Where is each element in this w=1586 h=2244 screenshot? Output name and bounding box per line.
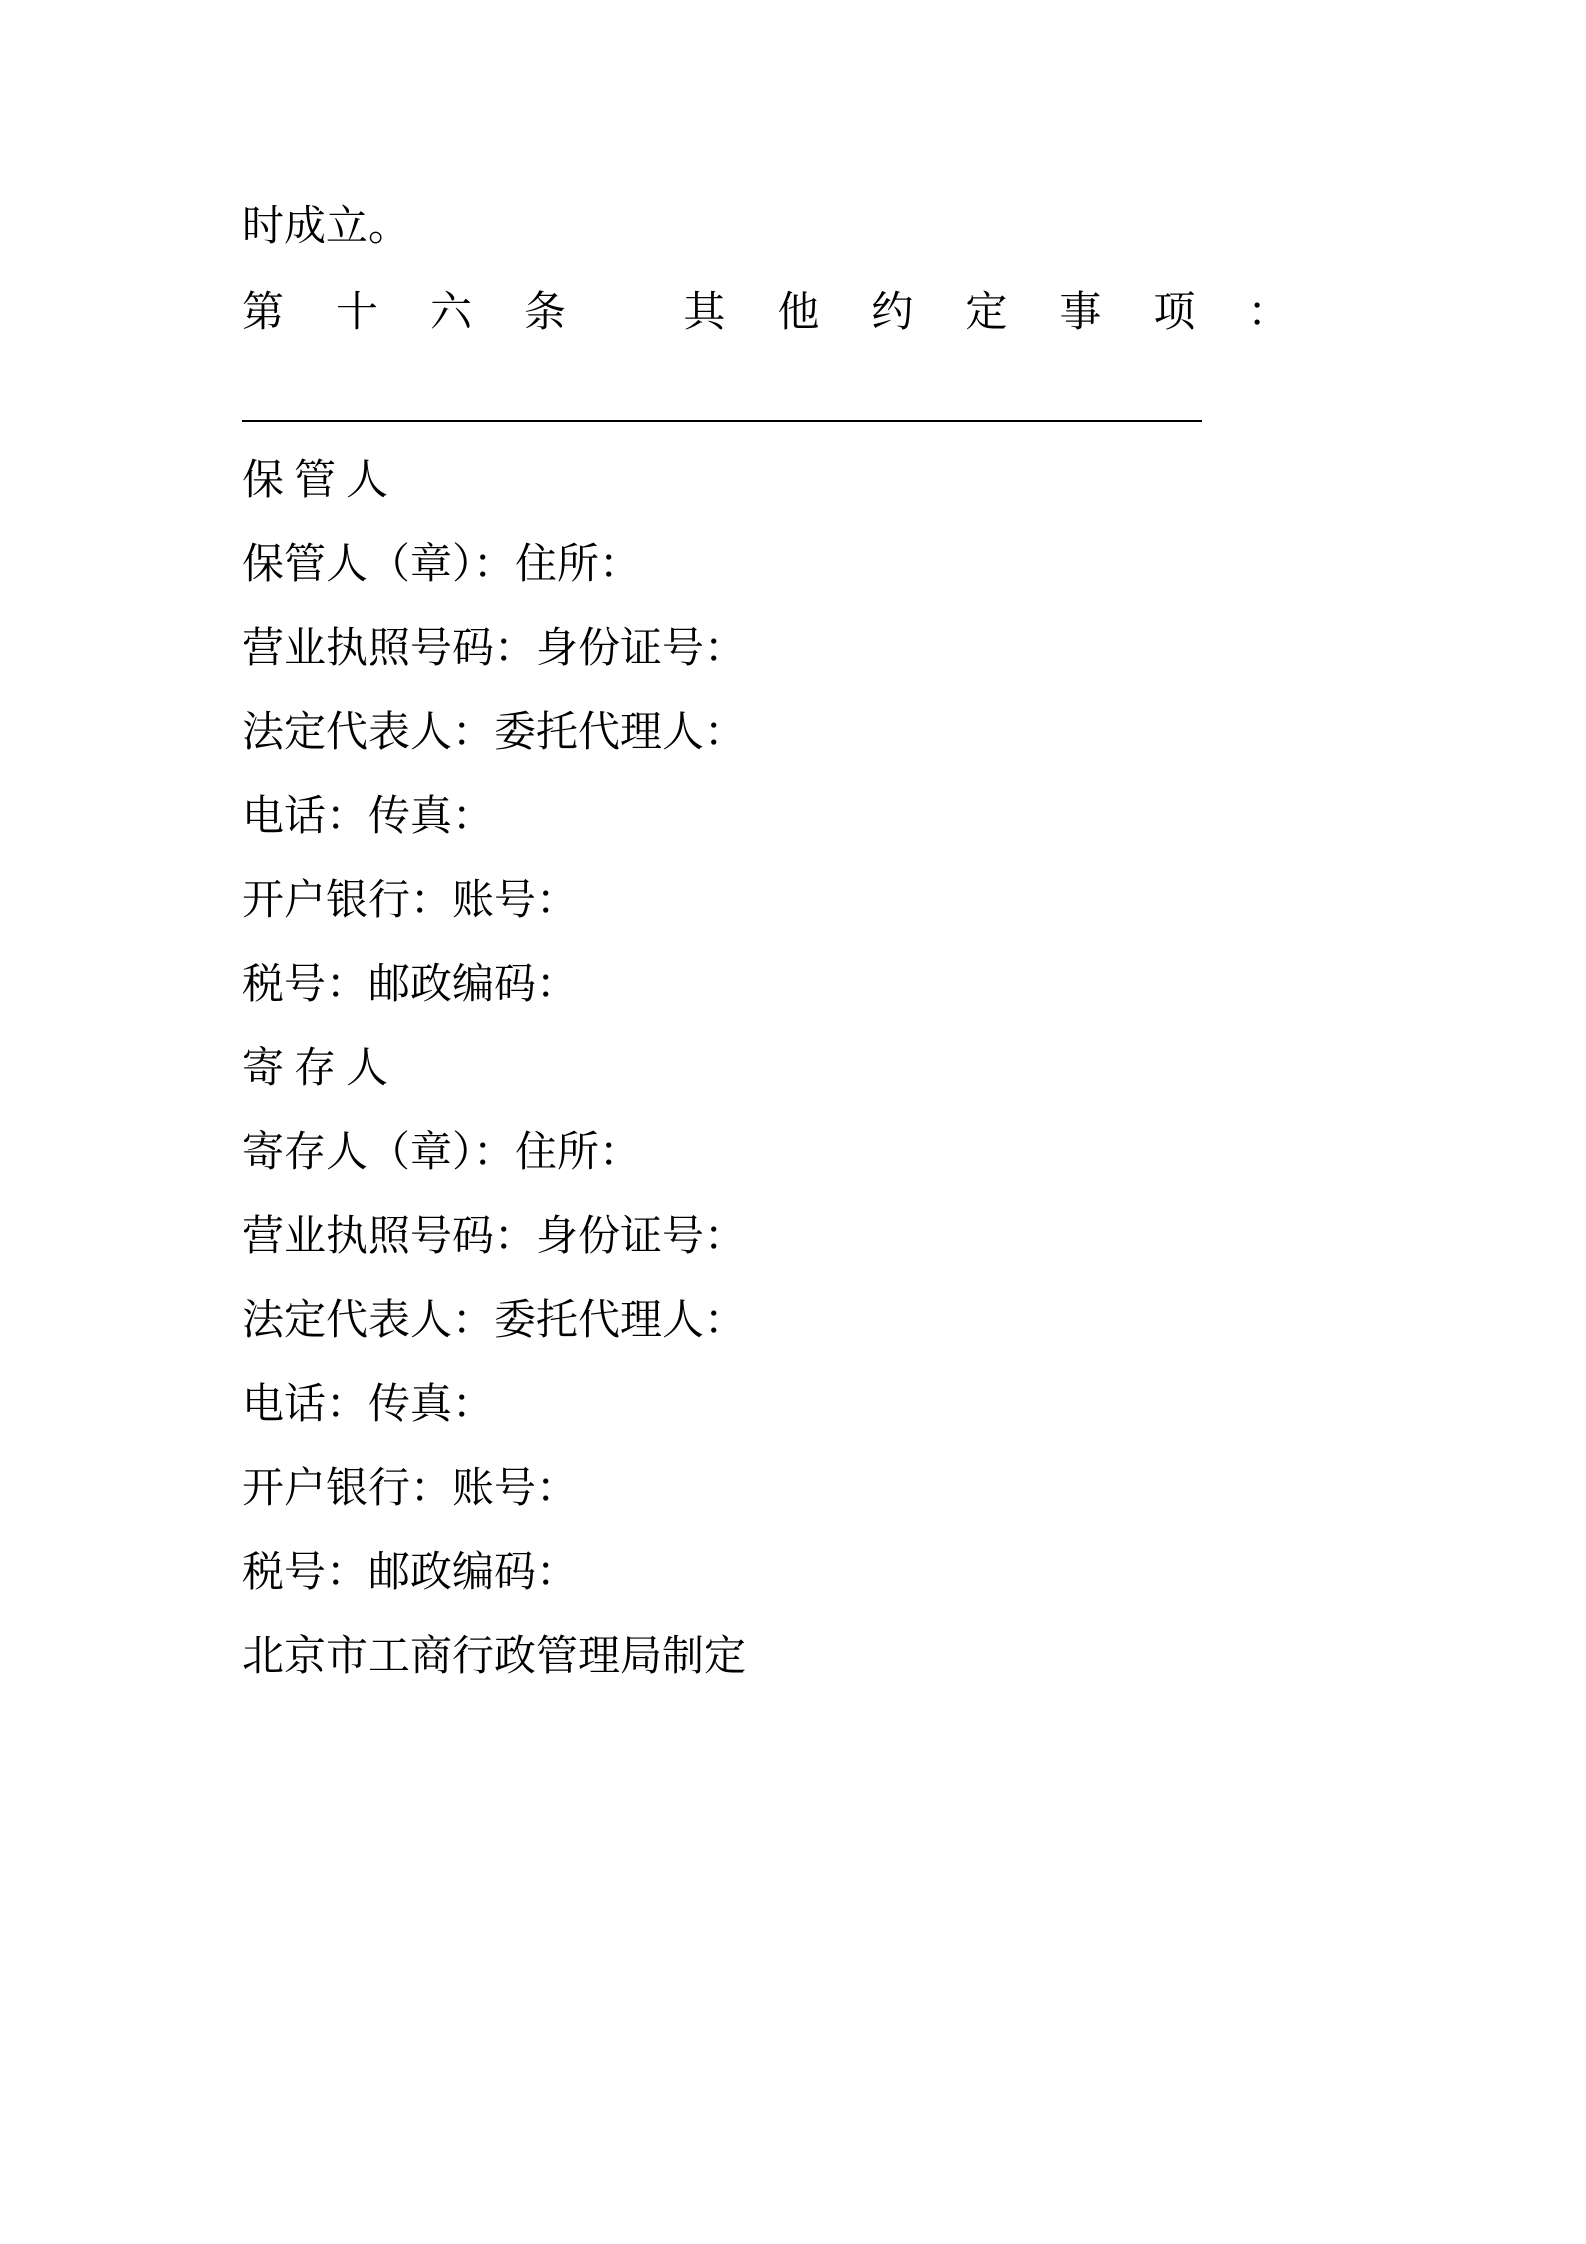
text-line: 法定代表人：委托代理人：: [242, 1295, 747, 1344]
text-line: 寄存人（章）：住所：: [242, 1127, 642, 1176]
text-line: 营业执照号码：身份证号：: [242, 1211, 747, 1260]
text-line: 电话：传真：: [242, 1379, 495, 1428]
section-heading-depositor: 寄存人: [242, 1043, 399, 1092]
text-line: 开户银行：账号：: [242, 1463, 579, 1512]
text-line: 税号：邮政编码：: [242, 1547, 579, 1596]
text-line: 时成立。: [242, 201, 411, 250]
text-line: 电话：传真：: [242, 791, 495, 840]
article-16-heading: 第十六条 其他约定事项：: [242, 287, 1342, 336]
text-line: 保管人（章）：住所：: [242, 539, 642, 588]
issuer-line: 北京市工商行政管理局制定: [242, 1631, 747, 1680]
fill-in-underline: [242, 420, 1202, 422]
section-heading-custodian: 保管人: [242, 455, 399, 504]
text-line: 开户银行：账号：: [242, 875, 579, 924]
text-line: 营业执照号码：身份证号：: [242, 623, 747, 672]
text-line: 法定代表人：委托代理人：: [242, 707, 747, 756]
text-line: 税号：邮政编码：: [242, 959, 579, 1008]
